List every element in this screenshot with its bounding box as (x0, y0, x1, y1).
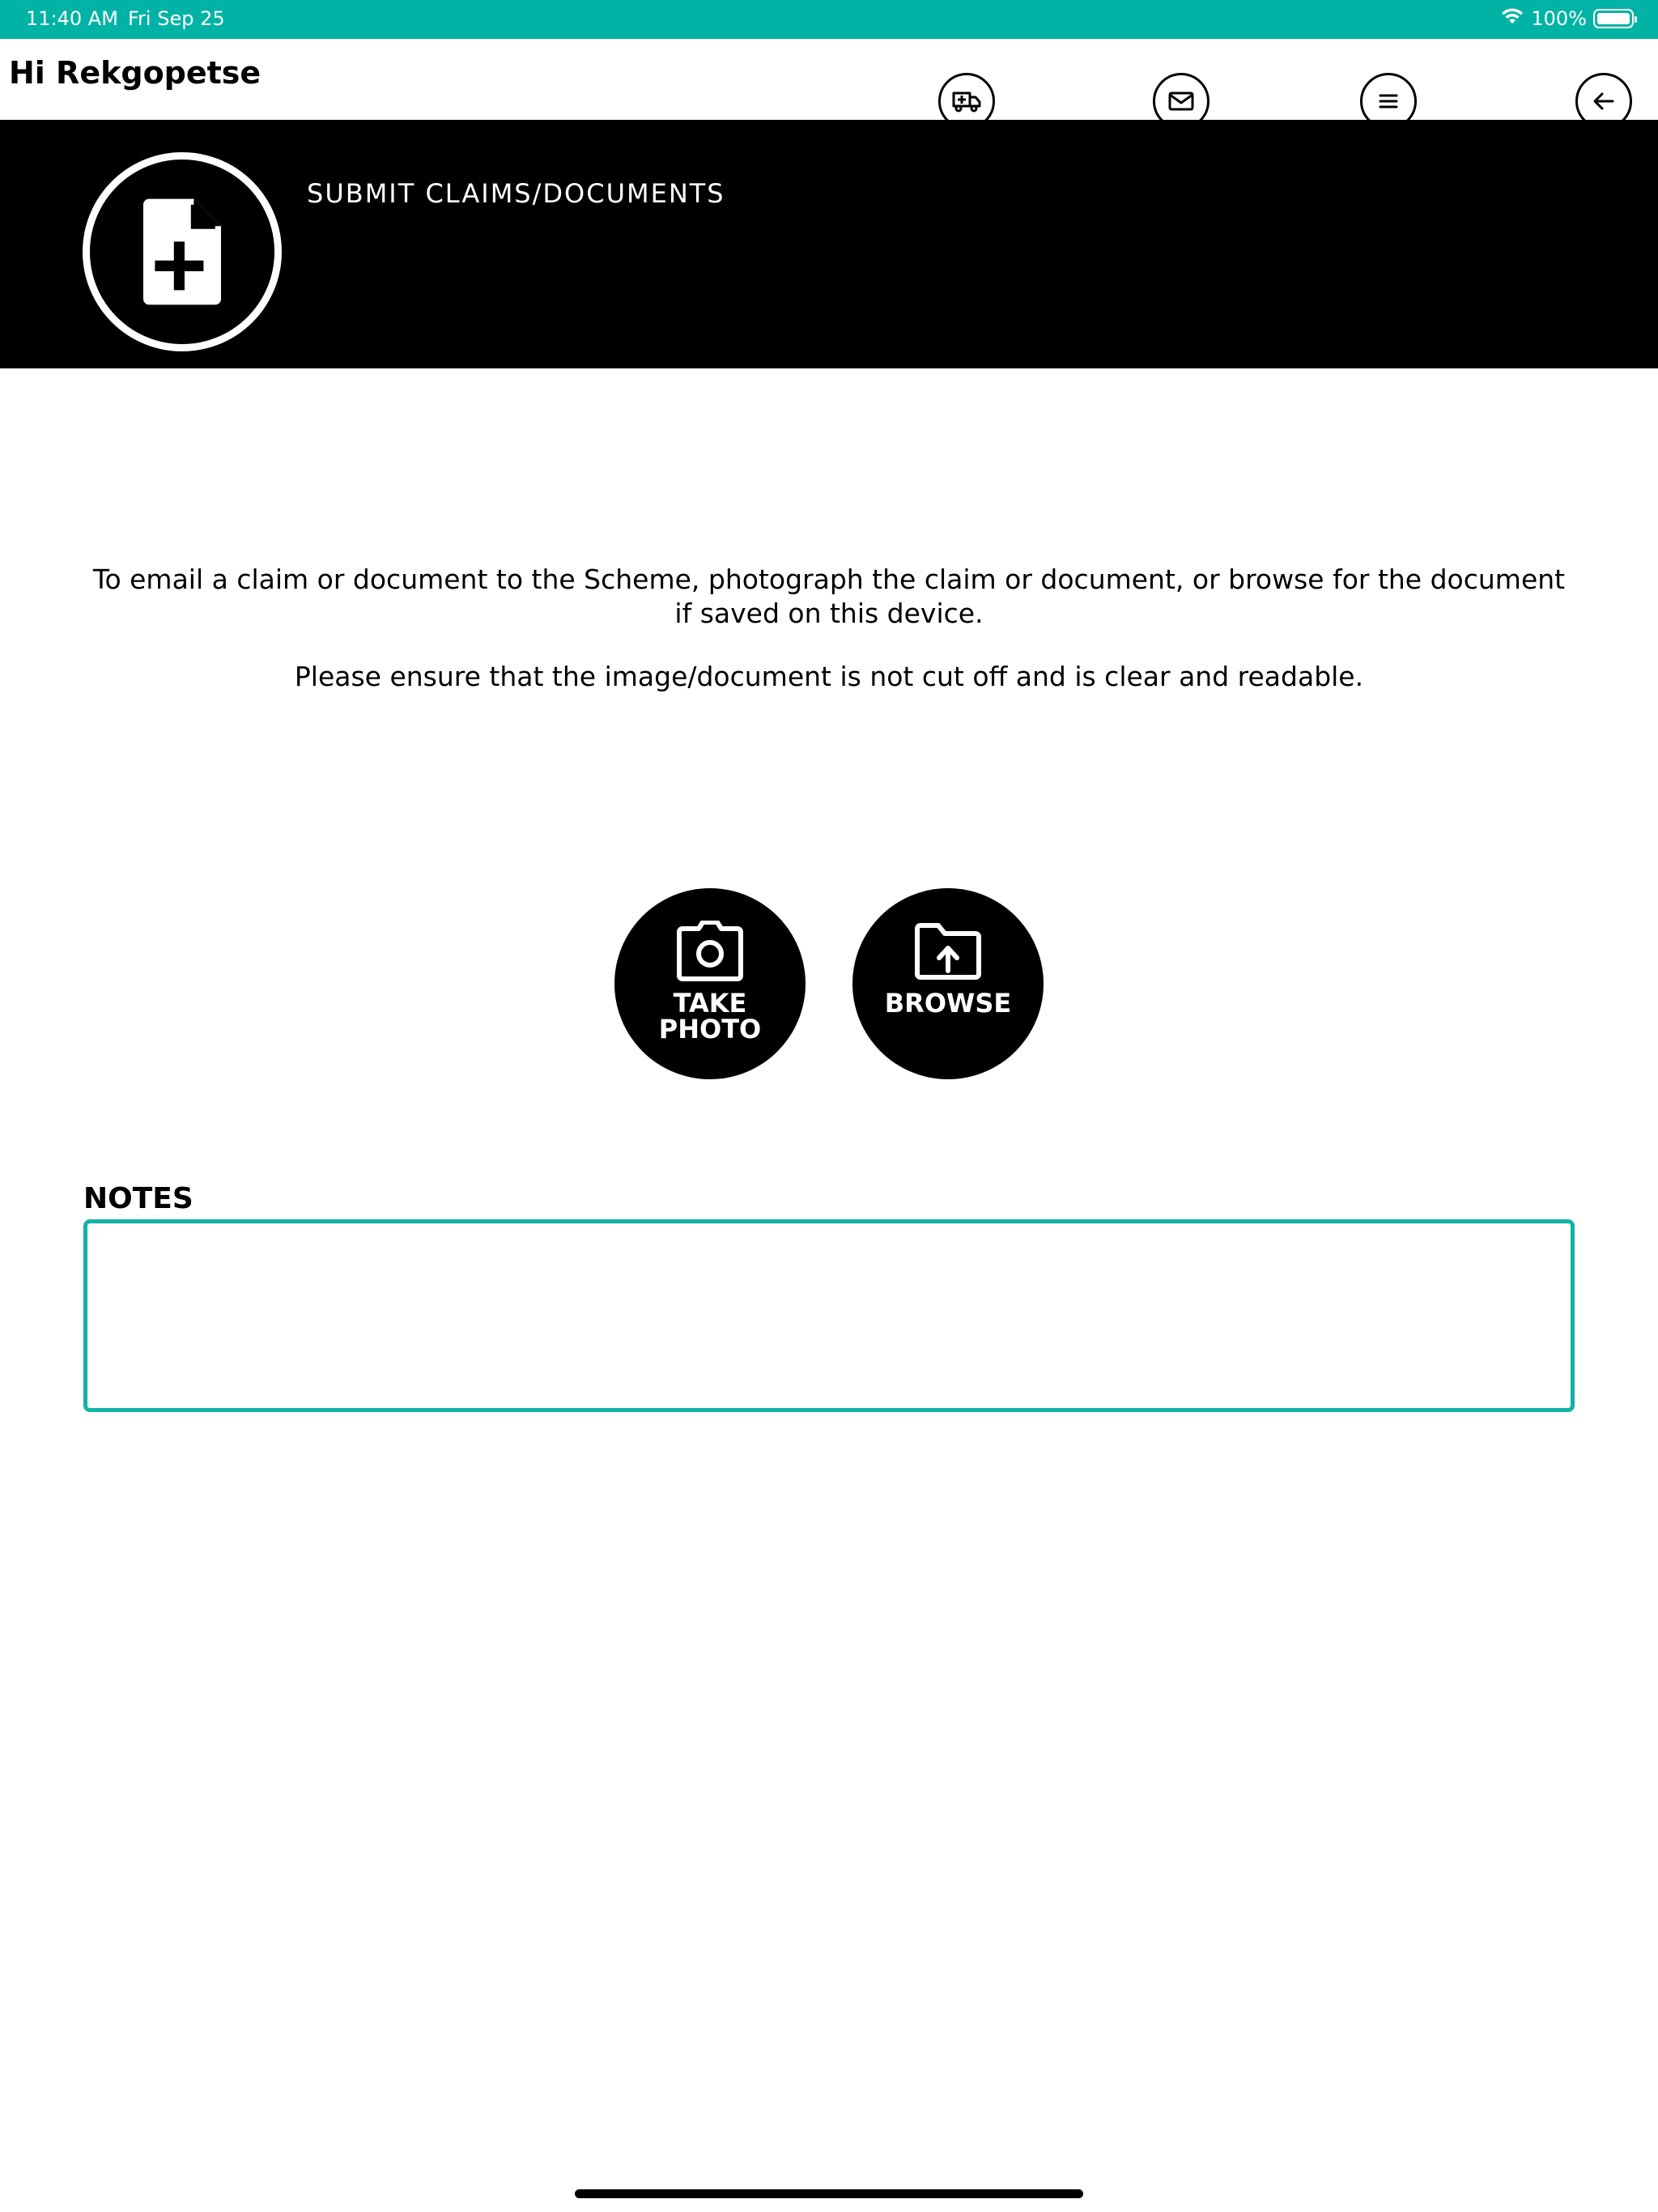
camera-icon (676, 921, 744, 982)
take-photo-label-line2: PHOTO (658, 1014, 762, 1044)
greeting: Hi Rekgopetse (9, 55, 261, 91)
menu-icon (1372, 85, 1405, 117)
back-arrow-icon (1588, 85, 1620, 117)
mail-icon (1165, 85, 1197, 117)
instruction-text: To email a claim or document to the Scheme, photograph the claim or document, or browse for the document if saved on this device. (92, 564, 1566, 629)
page-banner (0, 120, 1658, 368)
home-indicator[interactable] (575, 2189, 1083, 2198)
menu-button[interactable] (1360, 73, 1417, 120)
wifi-icon (1500, 7, 1524, 30)
app-header (0, 39, 1658, 120)
battery-percent: 100% (1531, 7, 1587, 30)
instructions (89, 563, 1569, 694)
status-right (1500, 7, 1634, 30)
document-add-icon (130, 191, 235, 313)
take-photo-label (659, 990, 761, 1042)
ambulance-button[interactable] (938, 73, 995, 120)
page-title: SUBMIT CLAIMS/DOCUMENTS (307, 178, 725, 209)
back-button[interactable] (1575, 73, 1632, 120)
status-bar (0, 0, 1658, 39)
battery-level (1597, 13, 1630, 24)
notes-label: NOTES (83, 1182, 193, 1215)
notes-input[interactable] (83, 1219, 1575, 1412)
banner-icon-circle (83, 152, 282, 351)
browse-button[interactable] (852, 888, 1044, 1079)
status-date: Fri Sep 25 (128, 7, 225, 30)
battery-icon (1593, 9, 1634, 28)
folder-upload-icon (914, 921, 982, 982)
take-photo-label-line1: TAKE (673, 988, 747, 1019)
browse-label: BROWSE (884, 988, 1012, 1019)
take-photo-button[interactable] (614, 888, 806, 1079)
mail-button[interactable] (1153, 73, 1209, 120)
status-time: 11:40 AM (26, 7, 118, 30)
ambulance-icon (950, 85, 983, 117)
instruction-note: Please ensure that the image/document is not cut off and is clear and readable. (294, 661, 1364, 692)
